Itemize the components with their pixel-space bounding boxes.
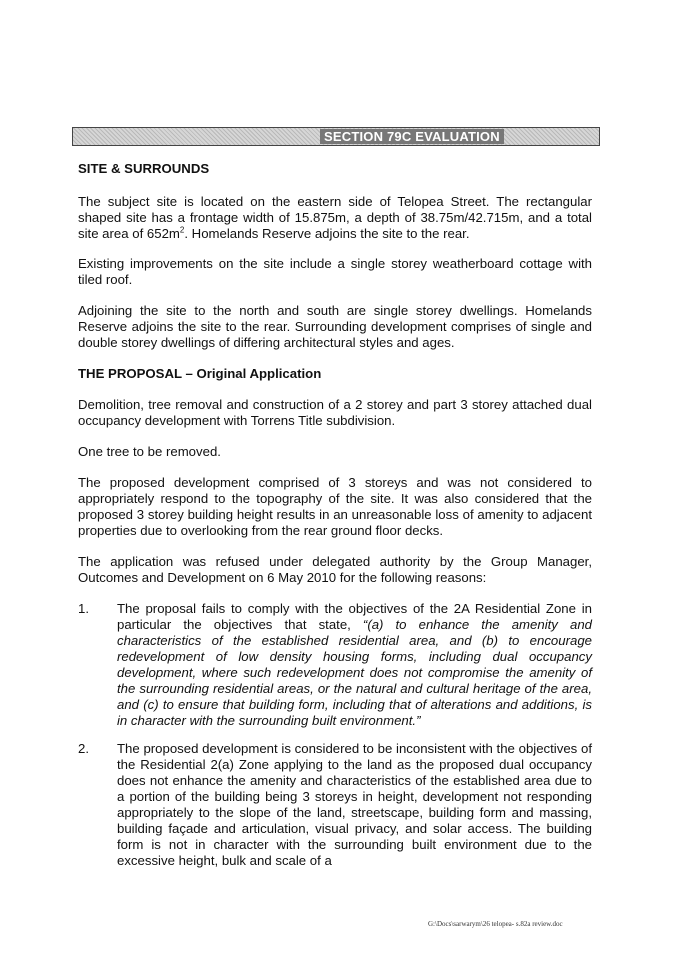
proposal-paragraph-1: Demolition, tree removal and construction of a 2 storey and part 3 storey attached dual occupancy development with Torrens Title subdivision. bbox=[78, 397, 592, 428]
site-p1-text-end: . Homelands Reserve adjoins the site to the rear. bbox=[184, 226, 470, 241]
section-title: SECTION 79C EVALUATION bbox=[320, 129, 504, 144]
site-paragraph-1 bbox=[78, 194, 592, 242]
document-path-footer: G:\Docs\sarwarym\26 telopea- s.82a review.doc bbox=[428, 920, 563, 928]
site-heading: SITE & SURROUNDS bbox=[78, 161, 210, 176]
reason-2-text: The proposed development is considered to be inconsistent with the objectives of the Residential 2(a) Zone applying to the land as the proposed dual occupancy does not enhance the amenity and characteristics of the established area due to a portion of the building being 3 storeys in height, development not responding appropriately to the slope of the land, streetscape, building form and massing, building façade and articulation, visual privacy, and solar access. The building form is not in character with the surrounding built environment due to the excessive height, bulk and scale of a bbox=[117, 741, 592, 868]
area-superscript: 2 bbox=[179, 225, 185, 235]
section-banner bbox=[72, 127, 600, 146]
reason-1-text bbox=[117, 601, 592, 729]
proposal-paragraph-4: The application was refused under delegated authority by the Group Manager, Outcomes and Development on 6 May 2010 for the following reasons: bbox=[78, 554, 592, 585]
site-paragraph-3: Adjoining the site to the north and south are single storey dwellings. Homelands Reserve adjoins the site to the rear. Surrounding development comprises of single and double storey dwellings of differing architectural styles and ages. bbox=[78, 303, 592, 350]
reason-1-number: 1. bbox=[78, 601, 89, 616]
proposal-paragraph-3: The proposed development comprised of 3 storeys and was not considered to appropriately respond to the topography of the site. It was also considered that the proposed 3 storey building height results in an unreasonable loss of amenity to adjacent properties due to overlooking from the rear ground floor decks. bbox=[78, 475, 592, 538]
reason-1-quote: “(a) to enhance the amenity and characteristics of the established residential area, and (b) to encourage redevelopment of low density housing forms, including dual occupancy development, where such redevelopment does not compromise the amenity of the surrounding residential areas, or the natural and cultural heritage of the area, and (c) to ensure that building form, including that of alterations and additions, is in character with the surrounding built environment.” bbox=[117, 617, 592, 728]
site-paragraph-2: Existing improvements on the site include a single storey weatherboard cottage with tiled roof. bbox=[78, 256, 592, 287]
site-p1-text: The subject site is located on the eastern side of Telopea Street. The rectangular shaped site has a frontage width of 15.875m, a depth of 38.75m/42.715m, and a total site area of 652m bbox=[78, 194, 592, 241]
proposal-paragraph-2: One tree to be removed. bbox=[78, 444, 221, 459]
reason-2-number: 2. bbox=[78, 741, 89, 756]
reason-1-intro: The proposal fails to comply with the objectives of the 2A Residential Zone in particular the objectives that state, bbox=[117, 601, 592, 632]
proposal-heading: THE PROPOSAL – Original Application bbox=[78, 366, 322, 381]
